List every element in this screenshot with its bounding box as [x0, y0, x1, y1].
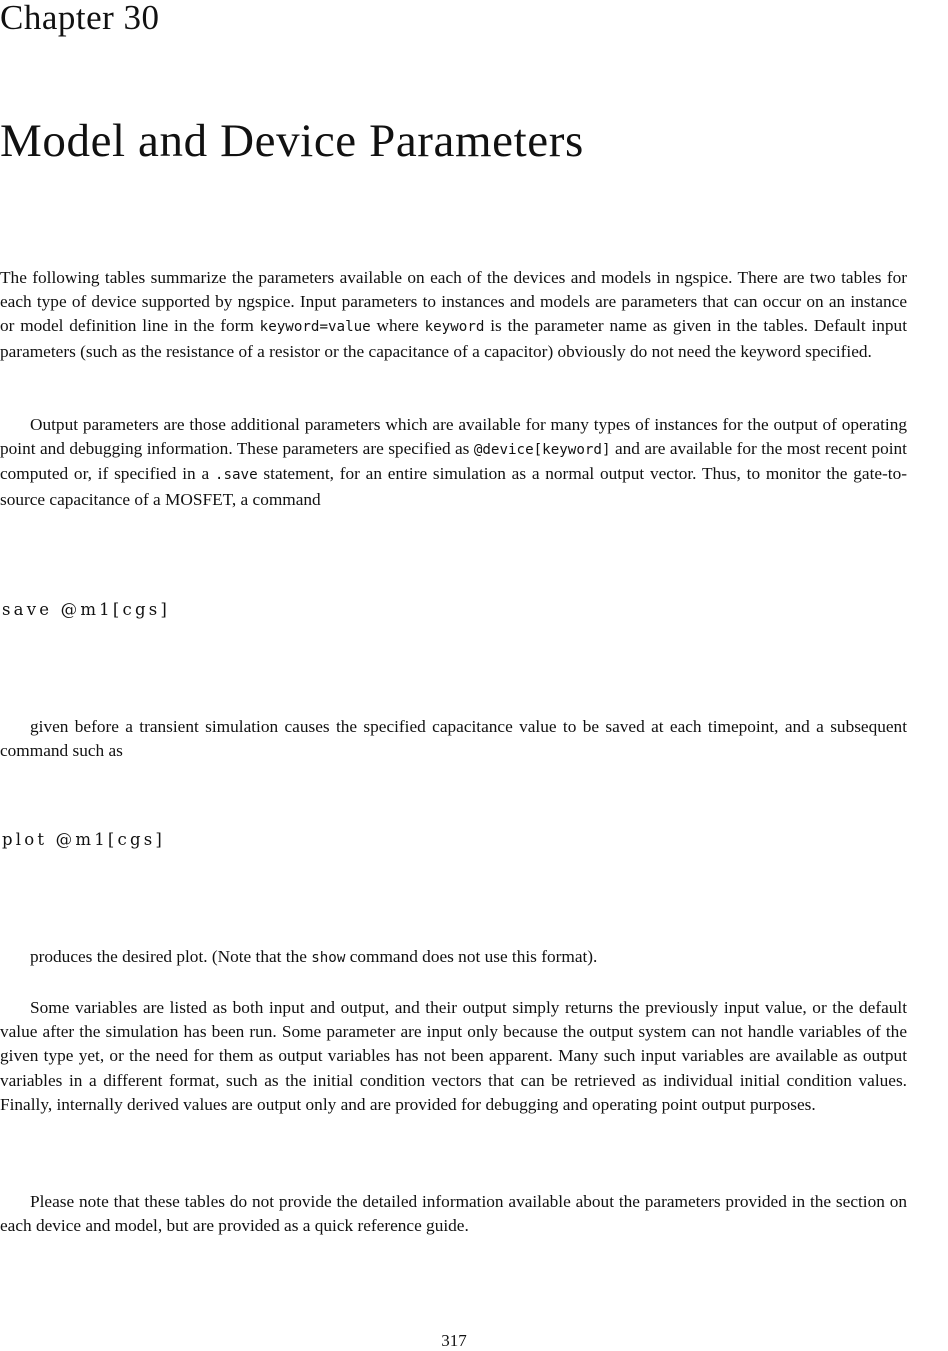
page-number: 317: [441, 1331, 467, 1350]
inline-code-save: .save: [214, 467, 258, 484]
inline-code-keyword-value: keyword=value: [259, 319, 371, 336]
paragraph-5: Some variables are listed as both input and output, and their output simply returns the previously input value, or the default value after the simulation has been run. Some parameter are input only because the output system can not handle variables of the given type yet, or the need for them as output variables has not been apparent. Many such input variables are available as output variables in a different format, such as the initial condition vectors that can be retrieved as individual initial condition values. Finally, internally derived values are output only and are provided for debugging and operating point output purposes.: [0, 998, 907, 1114]
code-block-save: save @m1[cgs]: [2, 600, 171, 619]
intro-text-1b: where: [370, 316, 425, 336]
p4-text-b: command does not use this format).: [345, 947, 598, 966]
intro-text-1a: The following tables summarize the parameters available on each of the devices and models in ngspice. There are two tables for each type of device supported by ngspice. Input parameters to instances and models are parameters that can occur on an instance or model definition line in the form: [0, 268, 907, 336]
code-block-plot: plot @m1[cgs]: [2, 830, 166, 849]
chapter-title: Model and Device Parameters: [0, 115, 584, 167]
paragraph-6: Please note that these tables do not provide the detailed information available about the parameters provided in the section on each device and model, but are provided as a quick reference guide.: [0, 1192, 907, 1236]
paragraph-4: [0, 945, 907, 970]
intro-paragraph-1: [0, 266, 907, 364]
paragraph-3: given before a transient simulation causes the specified capacitance value to be saved at each timepoint, and a subsequent command such as: [0, 717, 907, 761]
inline-code-keyword: keyword: [424, 319, 485, 336]
intro-text-2b: and are available for the most recent point computed or, if specified in a: [0, 439, 907, 484]
intro-text-2c: statement, for an entire simulation as a normal output vector. Thus, to monitor the gate-to-source capacitance of a MOSFET, a command: [0, 464, 907, 509]
inline-code-device-keyword: @device[keyword]: [473, 442, 611, 459]
chapter-label: Chapter 30: [0, 0, 160, 37]
intro-paragraph-2: [0, 413, 907, 512]
intro-text-2a: Output parameters are those additional parameters which are available for many types of instances for the output of operating point and debugging information. These parameters are specified as: [0, 415, 907, 459]
intro-text-1c: is the parameter name as given in the tables. Default input parameters (such as the resistance of a resistor or the capacitance of a capacitor) obviously do not need the keyword specified.: [0, 316, 908, 361]
p4-text-a: produces the desired plot. (Note that the: [30, 947, 312, 966]
inline-code-show: show: [311, 950, 346, 966]
